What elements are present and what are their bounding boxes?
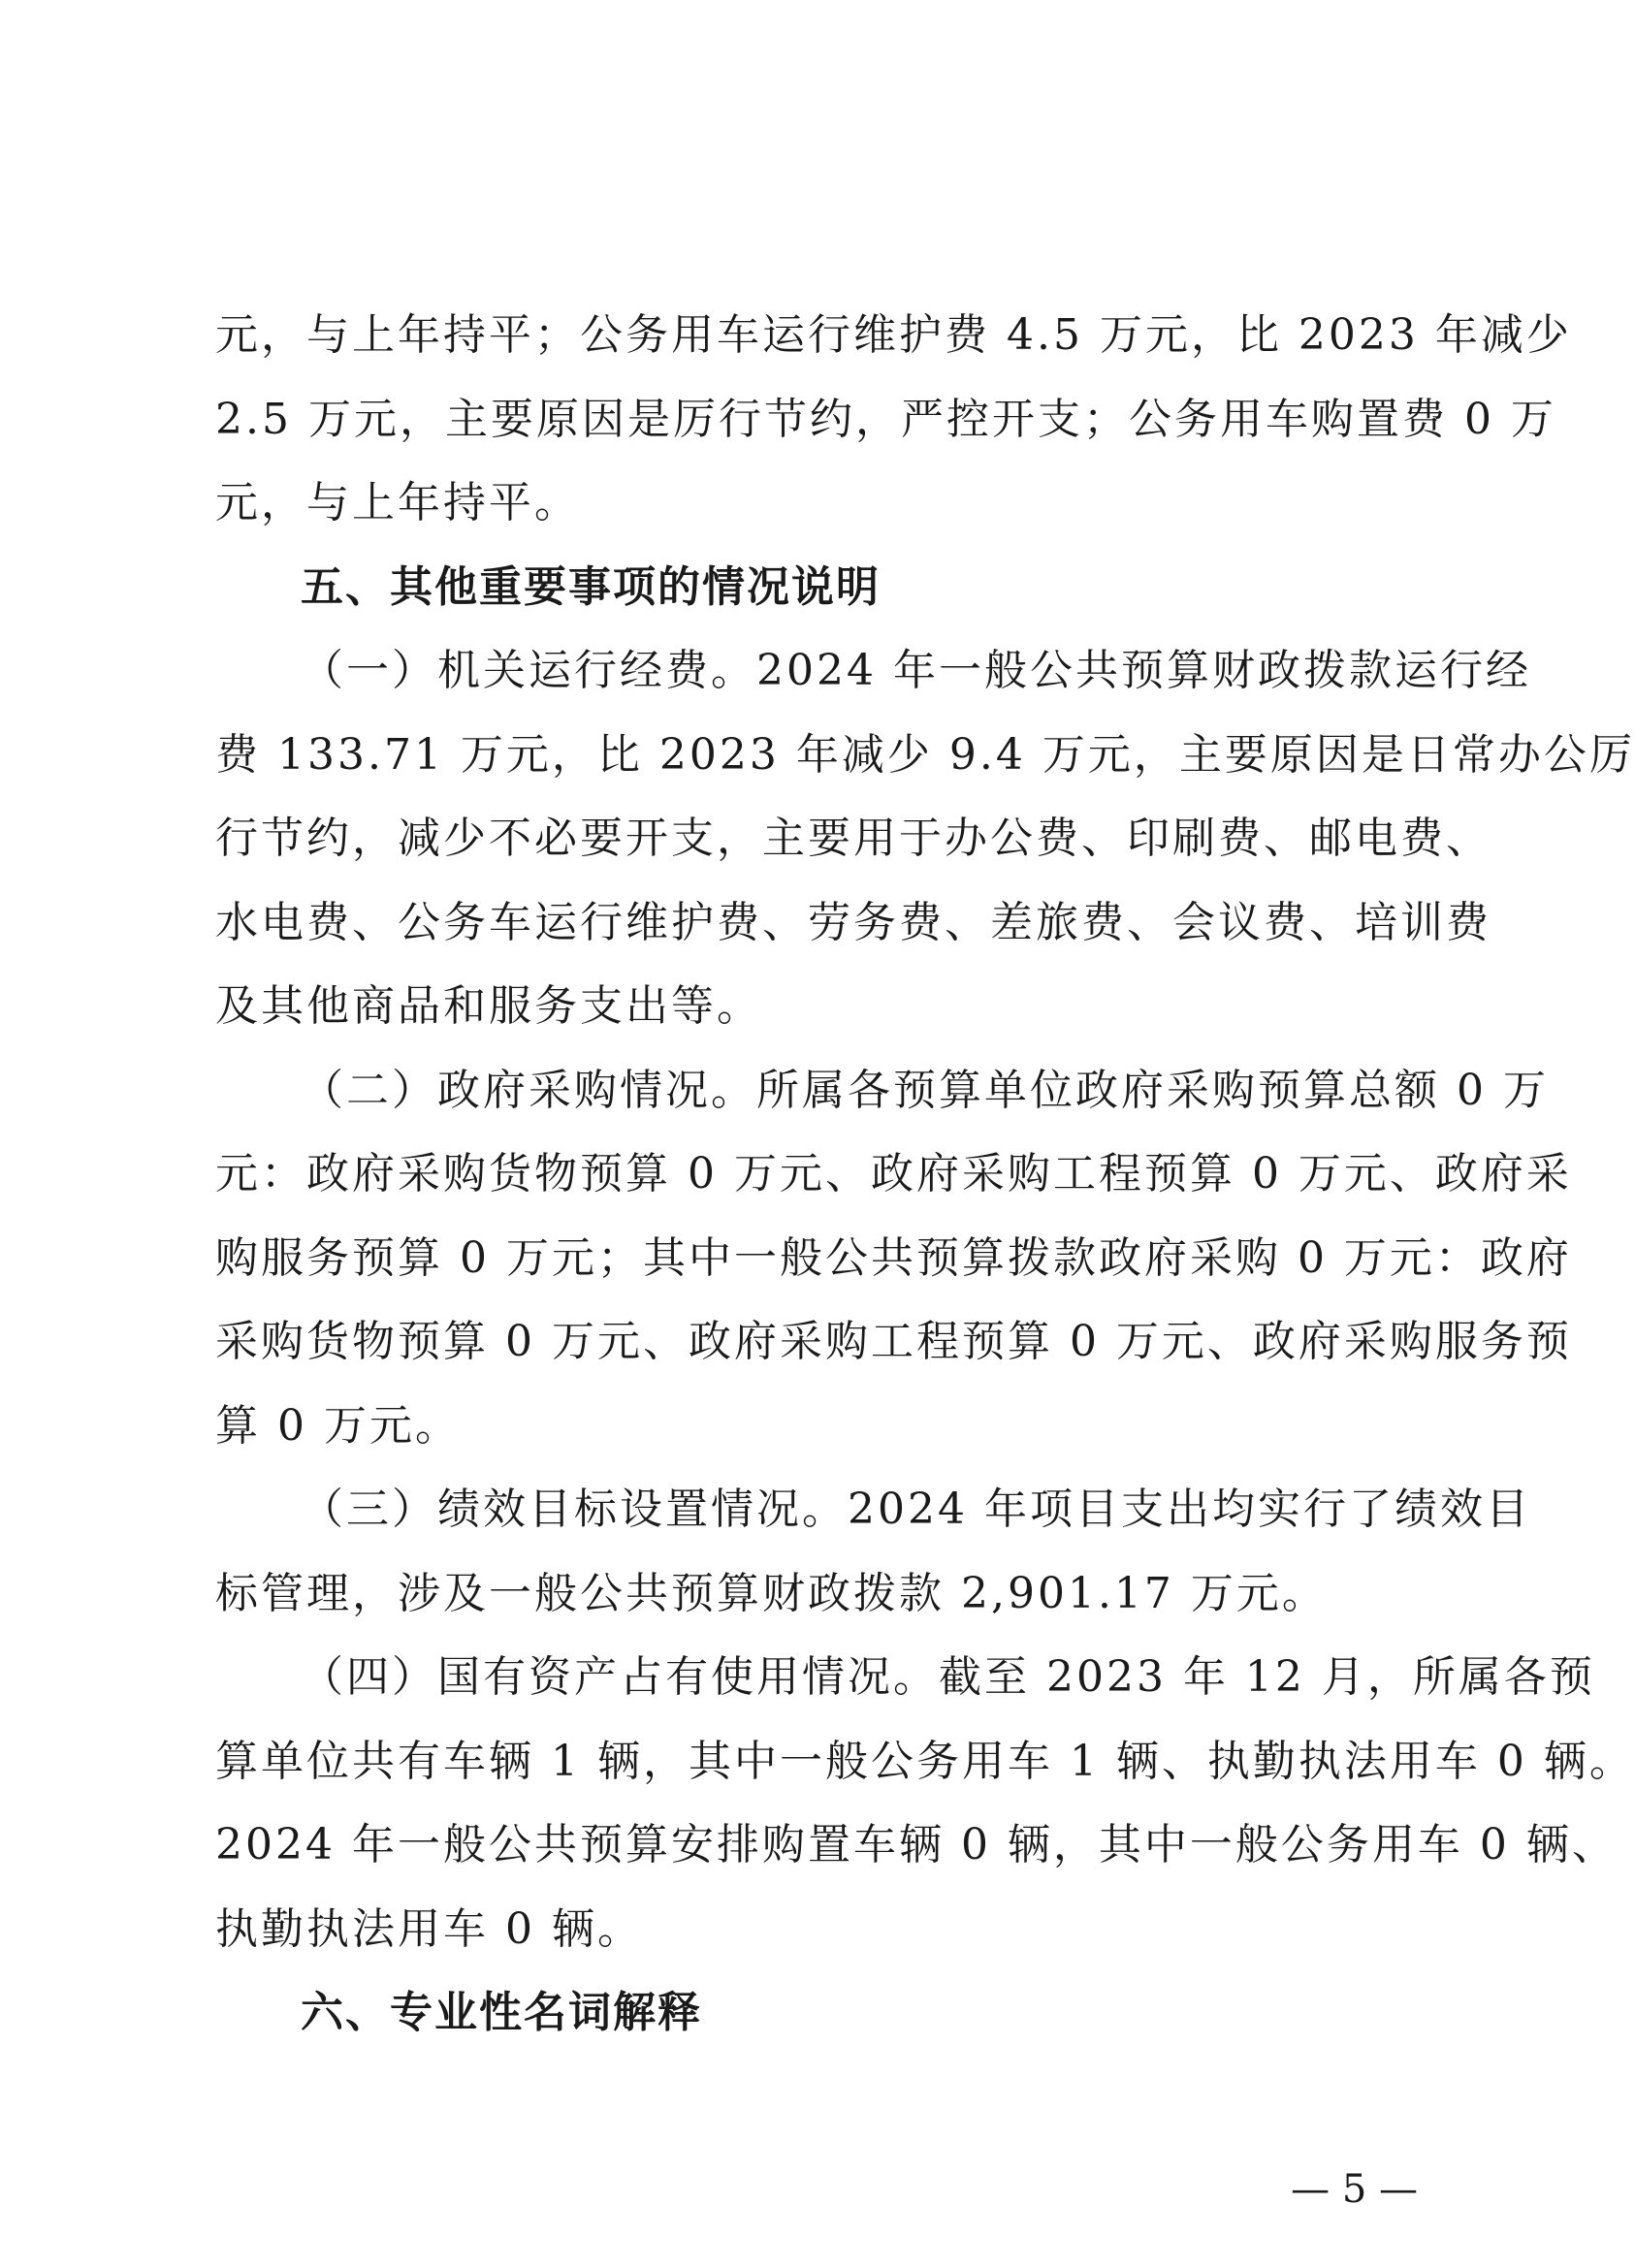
- paragraph-line: 行节约，减少不必要开支，主要用于办公费、印刷费、邮电费、: [215, 814, 1491, 863]
- paragraph-line: 购服务预算 0 万元；其中一般公共预算拨款政府采购 0 万元：政府: [215, 1232, 1572, 1283]
- section-heading-six: 六、专业性名词解释: [301, 1988, 702, 2037]
- paragraph-line: （一）机关运行经费。2024 年一般公共预算财政拨款运行经: [301, 646, 1531, 695]
- paragraph-line: （二）政府采购情况。所属各预算单位政府采购预算总额 0 万: [301, 1065, 1549, 1115]
- paragraph-line: 元，与上年持平；公务用车运行维护费 4.5 万元，比 2023 年减少: [215, 310, 1572, 360]
- paragraph-line: （三）绩效目标设置情况。2024 年项目支出均实行了绩效目: [301, 1485, 1531, 1534]
- paragraph-line: 标管理，涉及一般公共预算财政拨款 2,901.17 万元。: [215, 1568, 1328, 1618]
- page-number: — 5 —: [1291, 2167, 1418, 2212]
- paragraph-line: 2024 年一般公共预算安排购置车辆 0 辆，其中一般公务用车 0 辆、: [215, 1820, 1618, 1869]
- paragraph-line: 执勤执法用车 0 辆。: [215, 1903, 643, 1954]
- paragraph-line: 2.5 万元，主要原因是厉行节约，严控开支；公务用车购置费 0 万: [215, 394, 1556, 444]
- paragraph-line: 及其他商品和服务支出等。: [215, 981, 762, 1031]
- paragraph-line: 算单位共有车辆 1 辆，其中一般公务用车 1 辆、执勤执法用车 0 辆。: [215, 1736, 1635, 1786]
- section-heading-five: 五、其他重要事项的情况说明: [301, 561, 881, 612]
- paragraph-line: 水电费、公务车运行维护费、劳务费、差旅费、会议费、培训费: [215, 897, 1491, 947]
- document-body: [215, 294, 1635, 2056]
- paragraph-line: 费 133.71 万元，比 2023 年减少 9.4 万元，主要原因是日常办公厉: [215, 729, 1635, 780]
- paragraph-line: 元，与上年持平。: [215, 478, 580, 527]
- paragraph-line: 算 0 万元。: [215, 1400, 461, 1451]
- paragraph-line: 采购货物预算 0 万元、政府采购工程预算 0 万元、政府采购服务预: [215, 1317, 1572, 1366]
- paragraph-line: （四）国有资产占有使用情况。截至 2023 年 12 月，所属各预: [301, 1652, 1595, 1702]
- paragraph-line: 元：政府采购货物预算 0 万元、政府采购工程预算 0 万元、政府采: [215, 1149, 1572, 1198]
